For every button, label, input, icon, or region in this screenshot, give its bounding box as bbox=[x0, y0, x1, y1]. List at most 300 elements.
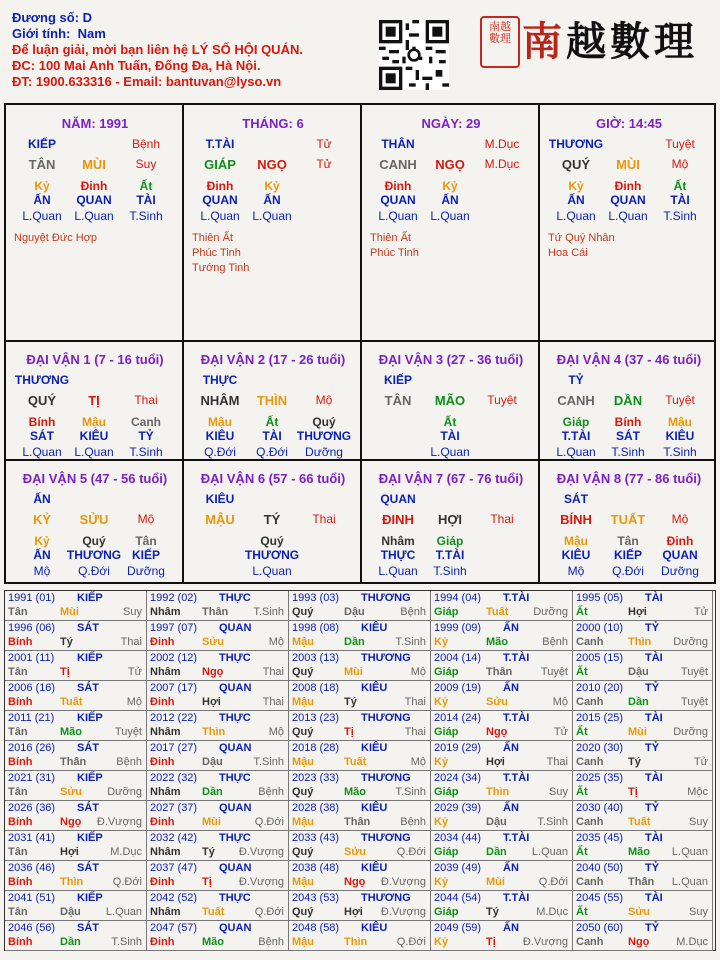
ln-year: 2008 (18) bbox=[292, 682, 340, 694]
ln-truong-sinh: T.Sinh bbox=[537, 816, 568, 828]
ln-can: Quý bbox=[292, 906, 314, 918]
than-sat-item: Phúc Tinh bbox=[192, 247, 241, 259]
pillar-title: NGÀY: 29 bbox=[421, 116, 481, 131]
ln-year: 2049 (59) bbox=[434, 922, 482, 934]
ln-year: 2001 (11) bbox=[8, 652, 55, 664]
dai-van-title: ĐẠI VẬN 3 (27 - 36 tuổi) bbox=[378, 352, 524, 367]
ln-chi: Dậu bbox=[202, 756, 223, 768]
luu-nien-cell[interactable] bbox=[573, 621, 713, 651]
ln-thap-than: TỶ bbox=[645, 862, 660, 874]
ln-can: Nhâm bbox=[150, 726, 181, 738]
dai-van-hidden-ts: Dưỡng bbox=[305, 445, 343, 459]
ln-can: Kỷ bbox=[434, 936, 449, 948]
ln-thap-than: THƯƠNG bbox=[361, 892, 411, 904]
luu-nien-cell[interactable] bbox=[5, 831, 147, 861]
hidden-can: Kỷ bbox=[442, 179, 458, 193]
dai-van-hidden-can: Bính bbox=[614, 415, 642, 429]
ln-can: Đinh bbox=[150, 936, 175, 948]
dai-van-hidden-ts: T.Sinh bbox=[433, 564, 467, 578]
ln-thap-than: TÀI bbox=[645, 652, 663, 664]
dai-van-can: NHÂM bbox=[200, 393, 240, 408]
dai-van-hidden-than: KIẾP bbox=[131, 548, 161, 562]
ln-can: Mậu bbox=[292, 636, 314, 648]
ln-year: 2015 (25) bbox=[576, 712, 624, 724]
luu-nien-cell[interactable] bbox=[147, 831, 289, 861]
dai-van-title: ĐẠI VẬN 6 (57 - 66 tuổi) bbox=[200, 471, 346, 486]
than-sat-item: Tứ Quý Nhân bbox=[548, 232, 615, 244]
luu-nien-cell[interactable] bbox=[5, 891, 147, 921]
ln-truong-sinh: Dưỡng bbox=[673, 726, 708, 738]
ln-truong-sinh: T.Sinh bbox=[395, 636, 426, 648]
dai-van-hidden-than: T.TÀI bbox=[561, 429, 591, 443]
ln-thap-than: TÀI bbox=[645, 832, 663, 844]
ln-can: Nhâm bbox=[150, 606, 181, 618]
ln-thap-than: SÁT bbox=[77, 742, 99, 754]
ln-chi: Mão bbox=[628, 846, 650, 858]
hidden-can: Ất bbox=[139, 179, 153, 193]
ln-chi: Sửu bbox=[60, 786, 83, 798]
dai-van-can: CANH bbox=[557, 393, 595, 408]
luu-nien-cell[interactable] bbox=[573, 741, 713, 771]
ln-can: Canh bbox=[576, 876, 604, 888]
thap-than-can: THÂN bbox=[381, 137, 415, 151]
ln-thap-than: KIÊU bbox=[361, 862, 388, 874]
dai-van-hidden-can: Bính bbox=[28, 415, 56, 429]
ln-chi: Dậu bbox=[628, 666, 649, 678]
gioi-tinh-value: Nam bbox=[77, 26, 106, 41]
ln-can: Giáp bbox=[434, 726, 459, 738]
ln-chi: Thân bbox=[202, 606, 229, 618]
dai-van-hidden-can: Đinh bbox=[666, 534, 694, 548]
luu-nien-cell[interactable] bbox=[431, 861, 573, 891]
ln-truong-sinh: Tử bbox=[553, 726, 568, 738]
ln-chi: Ngọ bbox=[628, 936, 650, 948]
luu-nien-cell[interactable] bbox=[5, 801, 147, 831]
ln-year: 2006 (16) bbox=[8, 682, 56, 694]
ln-year: 2024 (34) bbox=[434, 772, 482, 784]
dai-van-hidden-ts: Mộ bbox=[33, 564, 51, 578]
luu-nien-cell[interactable] bbox=[431, 711, 573, 741]
ln-can: Bính bbox=[8, 696, 33, 708]
ln-can: Kỷ bbox=[434, 876, 449, 888]
dai-van-hidden-ts: L.Quan bbox=[430, 445, 470, 459]
ln-thap-than: KIẾP bbox=[77, 892, 103, 904]
luu-nien-cell[interactable] bbox=[147, 621, 289, 651]
ln-chi: Dần bbox=[486, 846, 507, 858]
dai-van-hidden-than: SÁT bbox=[616, 429, 640, 443]
than-sat-item: Nguyệt Đức Hợp bbox=[14, 232, 98, 244]
ln-can: Giáp bbox=[434, 606, 459, 618]
ln-can: Bính bbox=[8, 756, 33, 768]
dai-van-title: ĐẠI VẬN 8 (77 - 86 tuổi) bbox=[556, 471, 702, 486]
dai-van-hidden-ts: Q.Đới bbox=[204, 445, 236, 459]
ln-thap-than: TỶ bbox=[645, 682, 660, 694]
ln-year: 1997 (07) bbox=[150, 622, 198, 634]
dai-van-chi: TUẤT bbox=[610, 512, 646, 527]
ln-thap-than: T.TÀI bbox=[503, 652, 530, 664]
ln-year: 2044 (54) bbox=[434, 892, 482, 904]
ln-thap-than: THỰC bbox=[219, 892, 251, 904]
luu-nien-cell[interactable] bbox=[431, 651, 573, 681]
hidden-ts: T.Sinh bbox=[663, 209, 697, 223]
dai-van-hidden-than: THỰC bbox=[380, 548, 416, 562]
ln-chi: Sửu bbox=[344, 846, 367, 858]
ln-can: Tân bbox=[8, 786, 28, 798]
luu-nien-cell[interactable] bbox=[147, 741, 289, 771]
ln-chi: Mão bbox=[344, 786, 366, 798]
ln-can: Canh bbox=[576, 696, 604, 708]
luu-nien-cell[interactable] bbox=[289, 681, 431, 711]
truong-sinh: Bệnh bbox=[131, 137, 161, 151]
hidden-ts: L.Quan bbox=[556, 209, 596, 223]
ln-truong-sinh: Mộc bbox=[687, 786, 708, 798]
hidden-ts: L.Quan bbox=[608, 209, 648, 223]
luu-nien-cell[interactable] bbox=[5, 741, 147, 771]
ln-truong-sinh: Dưỡng bbox=[533, 606, 568, 618]
ln-can: Kỷ bbox=[434, 696, 449, 708]
dai-van-chi: SỬU bbox=[79, 512, 109, 527]
luu-nien-cell[interactable] bbox=[5, 771, 147, 801]
luu-nien-cell[interactable] bbox=[431, 741, 573, 771]
dai-van-hidden-can: Giáp bbox=[562, 415, 590, 429]
hidden-than: TÀI bbox=[136, 193, 156, 207]
pillar-4 bbox=[540, 105, 718, 341]
ln-year: 2017 (27) bbox=[150, 742, 198, 754]
dia-chi: NGỌ bbox=[257, 157, 287, 172]
gioi-tinh bbox=[12, 26, 303, 42]
dai-van-truong-sinh: Tuyệt bbox=[487, 393, 517, 407]
luu-nien-cell[interactable] bbox=[289, 831, 431, 861]
dai-van-hidden-can: Quý bbox=[82, 534, 106, 548]
ln-chi: Tị bbox=[202, 876, 212, 888]
luu-nien-cell[interactable] bbox=[573, 831, 713, 861]
hidden-than: QUAN bbox=[76, 193, 112, 207]
dai-van-hidden-can: Kỷ bbox=[34, 534, 50, 548]
ln-thap-than: ẤN bbox=[503, 682, 519, 694]
dai-van-hidden-than: T.TÀI bbox=[435, 548, 465, 562]
ln-truong-sinh: M.Dục bbox=[110, 846, 142, 858]
ln-year: 2047 (57) bbox=[150, 922, 198, 934]
luu-nien-cell[interactable] bbox=[431, 921, 573, 951]
ln-truong-sinh: Thai bbox=[404, 726, 426, 738]
ln-year: 2011 (21) bbox=[8, 712, 55, 724]
dai-van-truong-sinh: Thai bbox=[312, 512, 336, 526]
luu-nien-cell[interactable] bbox=[147, 651, 289, 681]
luu-nien-cell[interactable] bbox=[573, 771, 713, 801]
ln-thap-than: KIÊU bbox=[361, 622, 388, 634]
than-sat-item: Hoa Cái bbox=[548, 247, 588, 259]
ln-chi: Ngọ bbox=[202, 666, 224, 678]
luu-nien-cell[interactable] bbox=[431, 621, 573, 651]
luu-nien-cell[interactable] bbox=[5, 591, 147, 621]
dai-van-hidden-ts: Dưỡng bbox=[661, 564, 699, 578]
nap-am: Suy bbox=[135, 157, 157, 171]
ln-thap-than: T.TÀI bbox=[503, 892, 530, 904]
ln-year: 2013 (23) bbox=[292, 712, 340, 724]
luu-nien-cell[interactable] bbox=[289, 891, 431, 921]
dai-van-can: KỶ bbox=[32, 512, 52, 527]
luu-nien-cell[interactable] bbox=[289, 861, 431, 891]
ln-truong-sinh: L.Quan bbox=[671, 876, 708, 888]
luu-nien-cell[interactable] bbox=[431, 831, 573, 861]
ln-chi: Mão bbox=[486, 636, 508, 648]
dai-van-hidden-ts: Q.Đới bbox=[78, 564, 110, 578]
ln-chi: Thìn bbox=[486, 786, 510, 798]
ln-can: Mậu bbox=[292, 816, 314, 828]
dai-van-6 bbox=[184, 460, 362, 582]
logo-glyph: 數 bbox=[610, 18, 654, 65]
dai-van-truong-sinh: Mộ bbox=[671, 512, 689, 526]
logo-glyph: 南 bbox=[522, 18, 566, 65]
luu-nien-cell[interactable] bbox=[147, 681, 289, 711]
luu-nien-cell[interactable] bbox=[147, 801, 289, 831]
ln-thap-than: QUAN bbox=[219, 922, 252, 934]
luu-nien-cell[interactable] bbox=[5, 681, 147, 711]
ln-truong-sinh: L.Quan bbox=[671, 846, 708, 858]
ln-can: Nhâm bbox=[150, 906, 181, 918]
ln-can: Bính bbox=[8, 936, 33, 948]
dai-van-hidden-than: TỶ bbox=[138, 429, 154, 443]
dai-van-hidden-than: KIÊU bbox=[79, 429, 109, 443]
ln-can: Đinh bbox=[150, 636, 175, 648]
luu-nien-table bbox=[4, 590, 716, 951]
luu-nien-cell[interactable] bbox=[289, 921, 431, 951]
dai-van-hidden-ts: L.Quan bbox=[252, 564, 292, 578]
ln-year: 2012 (22) bbox=[150, 712, 198, 724]
ln-chi: Mão bbox=[202, 936, 224, 948]
ln-thap-than: SÁT bbox=[77, 862, 99, 874]
ln-chi: Tị bbox=[486, 936, 496, 948]
ln-year: 2043 (53) bbox=[292, 892, 340, 904]
luu-nien-cell[interactable] bbox=[289, 591, 431, 621]
luu-nien-cell[interactable] bbox=[5, 651, 147, 681]
ln-year: 2032 (42) bbox=[150, 832, 198, 844]
luu-nien-cell[interactable] bbox=[431, 771, 573, 801]
ln-thap-than: QUAN bbox=[219, 742, 252, 754]
hidden-ts: L.Quan bbox=[430, 209, 470, 223]
ln-truong-sinh: M.Dục bbox=[676, 936, 708, 948]
ln-truong-sinh: Tuyệt bbox=[114, 726, 142, 738]
ln-truong-sinh: Đ.Vượng bbox=[380, 876, 426, 888]
luu-nien-cell[interactable] bbox=[573, 801, 713, 831]
ln-year: 2041 (51) bbox=[8, 892, 56, 904]
ln-thap-than: TÀI bbox=[645, 772, 663, 784]
ln-thap-than: THỰC bbox=[219, 772, 251, 784]
dai-van-hidden-can: Ất bbox=[265, 415, 279, 429]
dai-van-thap-than: KIẾP bbox=[383, 373, 413, 387]
ln-year: 2030 (40) bbox=[576, 802, 624, 814]
ln-year: 1993 (03) bbox=[292, 592, 340, 604]
ln-year: 2010 (20) bbox=[576, 682, 624, 694]
ln-thap-than: QUAN bbox=[219, 682, 252, 694]
ln-truong-sinh: Dưỡng bbox=[107, 786, 142, 798]
ln-chi: Dậu bbox=[486, 816, 507, 828]
ln-chi: Tuất bbox=[60, 696, 83, 708]
thien-can: TÂN bbox=[28, 157, 56, 172]
ln-year: 2040 (50) bbox=[576, 862, 624, 874]
dai-van-thap-than: QUAN bbox=[380, 492, 416, 506]
hidden-than: QUAN bbox=[380, 193, 416, 207]
ln-chi: Tý bbox=[60, 636, 73, 648]
ln-truong-sinh: Tuyệt bbox=[680, 666, 708, 678]
ln-can: Ất bbox=[576, 666, 588, 678]
luu-nien-cell[interactable] bbox=[573, 651, 713, 681]
ln-truong-sinh: L.Quan bbox=[531, 846, 568, 858]
ln-thap-than: SÁT bbox=[77, 922, 99, 934]
luu-nien-cell[interactable] bbox=[289, 651, 431, 681]
luu-nien-cell[interactable] bbox=[5, 711, 147, 741]
hidden-can: Kỷ bbox=[264, 179, 280, 193]
ln-thap-than: QUAN bbox=[219, 862, 252, 874]
luu-nien-cell[interactable] bbox=[431, 891, 573, 921]
dai-van-hidden-ts: T.Sinh bbox=[129, 445, 163, 459]
dai-van-chi: HỢI bbox=[437, 512, 463, 527]
logo-glyph: 理 bbox=[654, 18, 698, 65]
dai-van-truong-sinh: Mộ bbox=[315, 393, 333, 407]
luu-nien-cell[interactable] bbox=[147, 771, 289, 801]
luu-nien-cell[interactable] bbox=[289, 771, 431, 801]
ln-can: Tân bbox=[8, 846, 28, 858]
dai-van-3 bbox=[362, 341, 540, 460]
thien-can: QUÝ bbox=[561, 157, 591, 172]
ln-year: 2048 (58) bbox=[292, 922, 340, 934]
ln-chi: Mùi bbox=[202, 816, 221, 828]
pillar-3 bbox=[362, 105, 540, 341]
luu-nien-cell[interactable] bbox=[431, 801, 573, 831]
ln-year: 1992 (02) bbox=[150, 592, 198, 604]
luu-nien-cell[interactable] bbox=[147, 921, 289, 951]
luu-nien-cell[interactable] bbox=[147, 591, 289, 621]
luu-nien-cell[interactable] bbox=[147, 891, 289, 921]
ln-truong-sinh: Q.Đới bbox=[254, 906, 284, 918]
seal-glyph: 數理 bbox=[489, 32, 511, 45]
ln-year: 2007 (17) bbox=[150, 682, 198, 694]
ln-year: 2019 (29) bbox=[434, 742, 482, 754]
luu-nien-cell[interactable] bbox=[147, 861, 289, 891]
luu-nien-cell[interactable] bbox=[573, 921, 713, 951]
ln-can: Giáp bbox=[434, 906, 459, 918]
contact-line-2: ĐC: 100 Mai Anh Tuấn, Đống Đa, Hà Nội. bbox=[12, 58, 261, 73]
ln-year: 2002 (12) bbox=[150, 652, 198, 664]
ln-thap-than: ẤN bbox=[503, 742, 519, 754]
ln-year: 2009 (19) bbox=[434, 682, 482, 694]
ln-chi: Tý bbox=[628, 756, 641, 768]
duong-so: Đương số: D bbox=[12, 10, 93, 25]
ln-chi: Dậu bbox=[60, 906, 81, 918]
dai-van-truong-sinh: Mộ bbox=[137, 512, 155, 526]
ln-chi: Sửu bbox=[202, 636, 225, 648]
luu-nien-cell[interactable] bbox=[573, 711, 713, 741]
luu-nien-cell[interactable] bbox=[289, 741, 431, 771]
ln-can: Nhâm bbox=[150, 846, 181, 858]
ln-truong-sinh: T.Sinh bbox=[111, 936, 142, 948]
luu-nien-cell[interactable] bbox=[573, 861, 713, 891]
than-sat-item: Phúc Tinh bbox=[370, 247, 419, 259]
ln-chi: Ngọ bbox=[344, 876, 366, 888]
ln-thap-than: THỰC bbox=[219, 652, 251, 664]
luu-nien-cell[interactable] bbox=[289, 801, 431, 831]
dai-van-hidden-can: Mậu bbox=[208, 415, 232, 429]
gioi-tinh-label: Giới tính: bbox=[12, 26, 71, 41]
ln-truong-sinh: Bệnh bbox=[258, 936, 284, 948]
luu-nien-cell[interactable] bbox=[5, 861, 147, 891]
pillar-1 bbox=[6, 105, 184, 341]
ln-thap-than: ẤN bbox=[503, 862, 519, 874]
ln-year: 2046 (56) bbox=[8, 922, 56, 934]
ln-truong-sinh: Tử bbox=[127, 666, 142, 678]
hidden-than: QUAN bbox=[202, 193, 238, 207]
ln-chi: Dần bbox=[60, 936, 81, 948]
dai-van-chi: DẦN bbox=[613, 393, 643, 408]
ln-chi: Dậu bbox=[344, 606, 365, 618]
ln-truong-sinh: Mộ bbox=[552, 696, 568, 708]
ln-can: Mậu bbox=[292, 936, 314, 948]
ln-can: Canh bbox=[576, 936, 604, 948]
ln-chi: Mùi bbox=[628, 726, 647, 738]
luu-nien-cell[interactable] bbox=[289, 621, 431, 651]
than-sat-item: Tướng Tinh bbox=[192, 262, 250, 274]
luu-nien-cell[interactable] bbox=[431, 591, 573, 621]
dia-chi: MÙI bbox=[616, 157, 640, 172]
ln-year: 2031 (41) bbox=[8, 832, 56, 844]
ln-truong-sinh: T.Sinh bbox=[253, 756, 284, 768]
ln-thap-than: KIÊU bbox=[361, 682, 388, 694]
luu-nien-cell[interactable] bbox=[5, 621, 147, 651]
pillar-title: GIỜ: 14:45 bbox=[595, 116, 662, 131]
dai-van-truong-sinh: Thai bbox=[134, 393, 158, 407]
dai-van-hidden-can: Mậu bbox=[668, 415, 692, 429]
ln-can: Tân bbox=[8, 666, 28, 678]
ln-year: 2037 (47) bbox=[150, 862, 198, 874]
dai-van-hidden-ts: L.Quan bbox=[378, 564, 418, 578]
dai-van-can: BÍNH bbox=[560, 512, 592, 527]
ln-truong-sinh: Bệnh bbox=[542, 636, 568, 648]
ln-year: 2038 (48) bbox=[292, 862, 340, 874]
ln-can: Canh bbox=[576, 756, 604, 768]
dai-van-title: ĐẠI VẬN 2 (17 - 26 tuổi) bbox=[200, 352, 346, 367]
luu-nien-cell[interactable] bbox=[5, 921, 147, 951]
ln-thap-than: KIÊU bbox=[361, 742, 388, 754]
ln-year: 2000 (10) bbox=[576, 622, 624, 634]
logo bbox=[522, 10, 698, 67]
dai-van-chi: TÝ bbox=[263, 512, 281, 527]
ln-chi: Tuất bbox=[344, 756, 367, 768]
dai-van-can: TÂN bbox=[384, 393, 412, 408]
ln-can: Canh bbox=[576, 816, 604, 828]
ln-chi: Thìn bbox=[202, 726, 226, 738]
luu-nien-cell[interactable] bbox=[147, 711, 289, 741]
ln-year: 2035 (45) bbox=[576, 832, 624, 844]
ln-truong-sinh: Tuyệt bbox=[680, 696, 708, 708]
ln-thap-than: THỰC bbox=[219, 592, 251, 604]
ln-can: Quý bbox=[292, 666, 314, 678]
ln-can: Nhâm bbox=[150, 666, 181, 678]
truong-sinh: Tử bbox=[316, 137, 332, 151]
ln-year: 2026 (36) bbox=[8, 802, 56, 814]
luu-nien-cell[interactable] bbox=[573, 891, 713, 921]
thap-than-can: THƯƠNG bbox=[548, 137, 604, 151]
qr-code-icon[interactable] bbox=[379, 20, 449, 90]
hidden-can: Kỷ bbox=[568, 179, 584, 193]
luu-nien-cell[interactable] bbox=[573, 591, 713, 621]
luu-nien-cell[interactable] bbox=[573, 681, 713, 711]
luu-nien-cell[interactable] bbox=[289, 711, 431, 741]
ln-thap-than: ẤN bbox=[503, 802, 519, 814]
ln-thap-than: T.TÀI bbox=[503, 832, 530, 844]
ln-thap-than: TỶ bbox=[645, 922, 660, 934]
luu-nien-cell[interactable] bbox=[431, 681, 573, 711]
dai-van-truong-sinh: Thai bbox=[490, 512, 514, 526]
